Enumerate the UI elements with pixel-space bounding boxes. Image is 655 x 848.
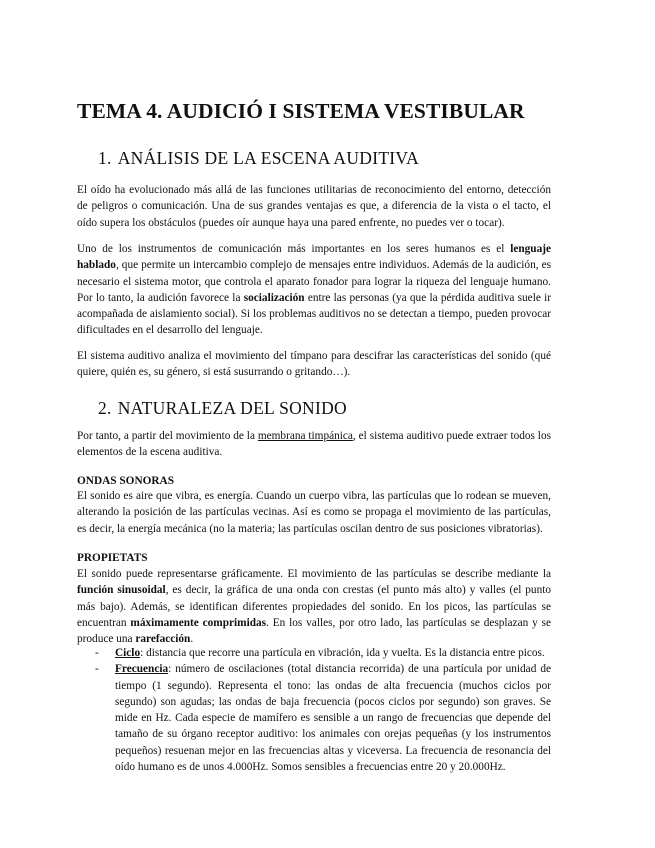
list-text: : distancia que recorre una partícula en vibración, ida y vuelta. Es la distancia entre picos. <box>140 647 545 659</box>
list-term-frecuencia: Frecuencia <box>115 663 169 676</box>
bold-term-rarefaccion: rarefacción <box>135 633 191 646</box>
bold-term-comprimidas: máximamente comprimidas <box>130 616 267 629</box>
document-title: TEMA 4. AUDICIÓ I SISTEMA VESTIBULAR <box>77 99 525 123</box>
section-2-heading <box>98 398 347 419</box>
list-term-ciclo: Ciclo <box>115 647 141 659</box>
text-run: . En los valles, por otro lado, las partículas se desplazan y se produce una <box>77 616 552 646</box>
bold-term-funcion: función sinusoidal <box>77 584 166 597</box>
section-1-paragraph-3: El sistema auditivo analiza el movimiento del tímpano para descifrar las características del sonido (qué quiere, quién es, su género, si está susurrando o gritando…). <box>77 350 551 379</box>
section-1-paragraph-2 <box>77 241 551 339</box>
text-run: , que permite un intercambio complejo de mensajes entre individuos. Además de la audición, es necesario el sistema motor, que controla el aparato fonador para lograr la riqueza del lenguaje humano. Por lo tanto, la audición favorece la <box>77 259 551 304</box>
text-run: Uno de los instrumentos de comunicación más importantes en los seres humanos es el <box>77 243 511 255</box>
list-dash: - <box>95 663 99 676</box>
bold-term-socializacion: socialización <box>243 291 305 304</box>
propietats-paragraph <box>77 566 551 647</box>
list-item <box>77 661 551 775</box>
text-run: El sonido puede representarse gráficamente. El movimiento de las partículas se describe mediante la <box>77 568 551 580</box>
underlined-term-membrana: membrana timpánica <box>257 430 353 442</box>
section-1-paragraph-1: El oído ha evolucionado más allá de las funciones utilitarias de reconocimiento del entorno, detección de peligros o comunicación. Una de sus grandes ventajas es que, a diferencia de la vista o el tacto, el oído supera los obstáculos (puedes oír aunque haya una pared enfrente, no puedes ver o tocar). <box>77 184 551 229</box>
list-item <box>77 645 551 661</box>
section-1-number: 1. <box>98 148 112 168</box>
section-2-paragraph-1 <box>77 428 551 461</box>
ondas-sonoras-heading: ONDAS SONORAS <box>77 475 174 487</box>
section-2-number: 2. <box>98 398 112 418</box>
text-run: Por tanto, a partir del movimiento de la <box>77 430 258 442</box>
text-run: entre las personas (ya que la pérdida auditiva suele ir acompañada de aislamiento social). Si los problemas auditivos no se detectan a tiempo, pueden provocar dificultades en el desarrollo del lenguaje. <box>77 291 551 337</box>
text-run: , el sistema auditivo puede extraer todos los elementos de la escena auditiva. <box>77 430 551 459</box>
section-1-title: ANÁLISIS DE LA ESCENA AUDITIVA <box>117 148 420 168</box>
propietats-list <box>77 645 551 775</box>
bold-term-lenguaje: lenguaje hablado <box>77 243 551 272</box>
text-run: , es decir, la gráfica de una onda con crestas (el punto más alto) y valles (el punto más bajo). Además, se identifican diferentes propiedades del sonido. En los picos, las partículas se encuentran <box>77 584 552 629</box>
list-dash: - <box>95 647 99 659</box>
ondas-sonoras-paragraph: El sonido es aire que vibra, es energía. Cuando un cuerpo vibra, las partículas que lo rodean se mueven, alterando la posición de las partículas vecinas. Así es como se propaga el movimiento de las partículas, es decir, la energía mecánica (no la materia; las partículas oscilan dentro de sus posiciones vibratorias). <box>77 490 551 535</box>
text-run: . <box>190 633 194 646</box>
section-2-title: NATURALEZA DEL SONIDO <box>117 398 347 418</box>
list-text: : número de oscilaciones (total distancia recorrida) de una partícula por unidad de tiempo (1 segundo). Representa el tono: las ondas de alta frecuencia (muchos ciclos por segundo) son agudas; las ondas de baja frecuencia (pocos ciclos por segundo) son graves. Se mide en Hz. Cada especie de mamífero es sensible a un rango de frecuencias que depende del tamaño de su órgano receptor auditivo: los animales con orejas pequeñas (y los instrumentos pequeños) resuenan mejor en las frecuencias altas y viceversa. La frecuencia de resonancia del oído humano es de unos 4.000Hz. Somos sensibles a frecuencias entre 20 y 20.000Hz. <box>115 663 551 774</box>
propietats-heading: PROPIETATS <box>77 552 148 564</box>
section-1-heading <box>98 148 419 169</box>
